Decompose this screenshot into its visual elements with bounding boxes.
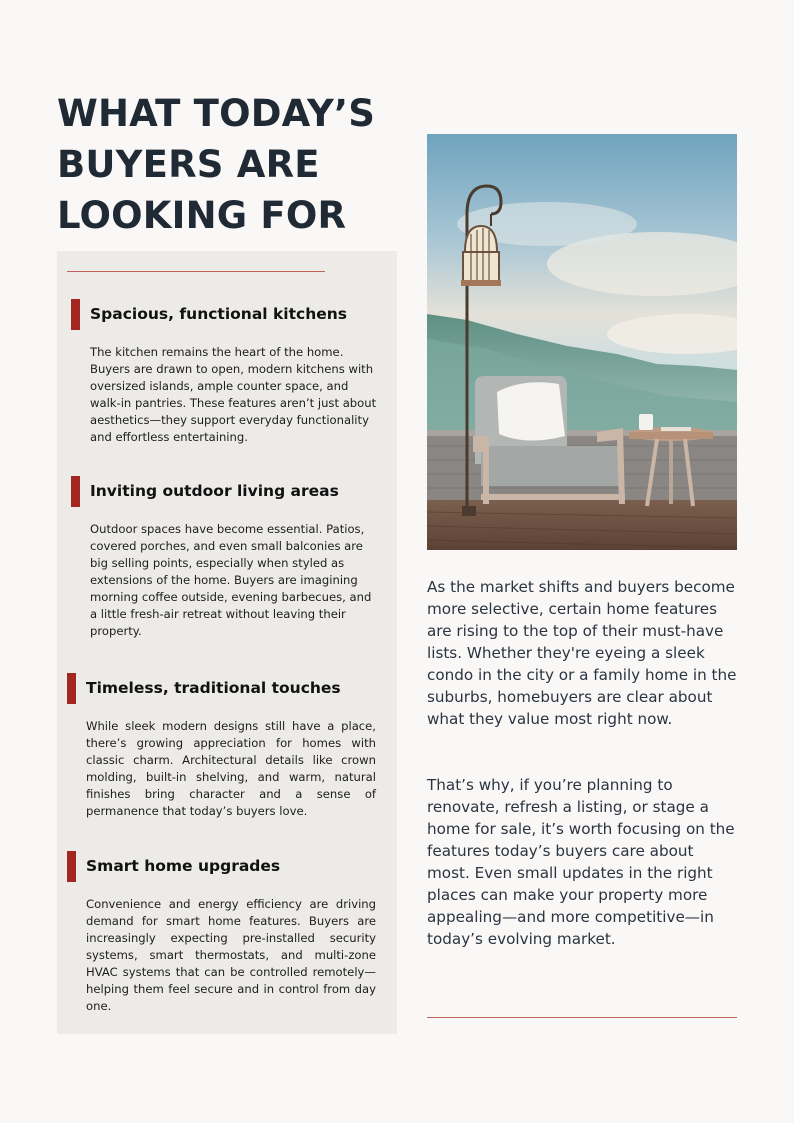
feature-body: The kitchen remains the heart of the home. Buyers are drawn to open, modern kitchens with oversized islands, ample counter space, and walk-in pantries. These features aren’t just about aesthetics—they support everyday functionality and effortless entertaining. [90,345,377,444]
title-line-3: LOOKING FOR [57,194,347,237]
page-title [57,88,397,241]
feature-body: Convenience and energy efficiency are driving demand for smart home features. Buyers are increasingly expecting pre-installed security systems, smart thermostats, and multi-zone HVAC systems that can be controlled remotely—helping them feel secure and in control from day one. [86,897,376,1013]
bottom-divider [427,1017,737,1018]
feature-heading: Smart home upgrades [86,857,281,875]
feature-heading: Timeless, traditional touches [86,679,341,697]
feature-heading: Spacious, functional kitchens [90,305,348,323]
accent-bar [67,673,76,704]
accent-bar [67,851,76,882]
intro-paragraph-1: As the market shifts and buyers become more selective, certain home features are rising to the top of their must-have lists. Whether they're eyeing a sleek condo in the city or a family home in the suburbs, homebuyers are clear about what they value most right now. [427,578,737,728]
features-panel [57,251,397,1034]
title-line-2: BUYERS ARE [57,143,320,186]
feature-body: Outdoor spaces have become essential. Patios, covered porches, and even small balconies are big selling points, especially when styled as extensions of the home. Buyers are imagining morning coffee outside, evening barbecues, and a little fresh-air retreat without leaving their property. [90,522,372,638]
panel-divider [67,271,325,272]
intro-paragraph-2: That’s why, if you’re planning to renovate, refresh a listing, or stage a home for sale, it’s worth focusing on the features today’s buyers care about most. Even small updates in the right places can make your property more appealing—and more competitive—in today’s evolving market. [427,776,735,948]
patio-photo [427,134,737,550]
title-line-1: WHAT TODAY’S [57,92,376,135]
feature-body: While sleek modern designs still have a place, there’s growing appreciation for homes with classic charm. Architectural details like crown molding, built-in shelving, and warm, natural finishes bring character and a sense of permanence that today’s buyers love. [86,719,376,818]
accent-bar [71,476,80,507]
accent-bar [71,299,80,330]
feature-heading: Inviting outdoor living areas [90,482,339,500]
